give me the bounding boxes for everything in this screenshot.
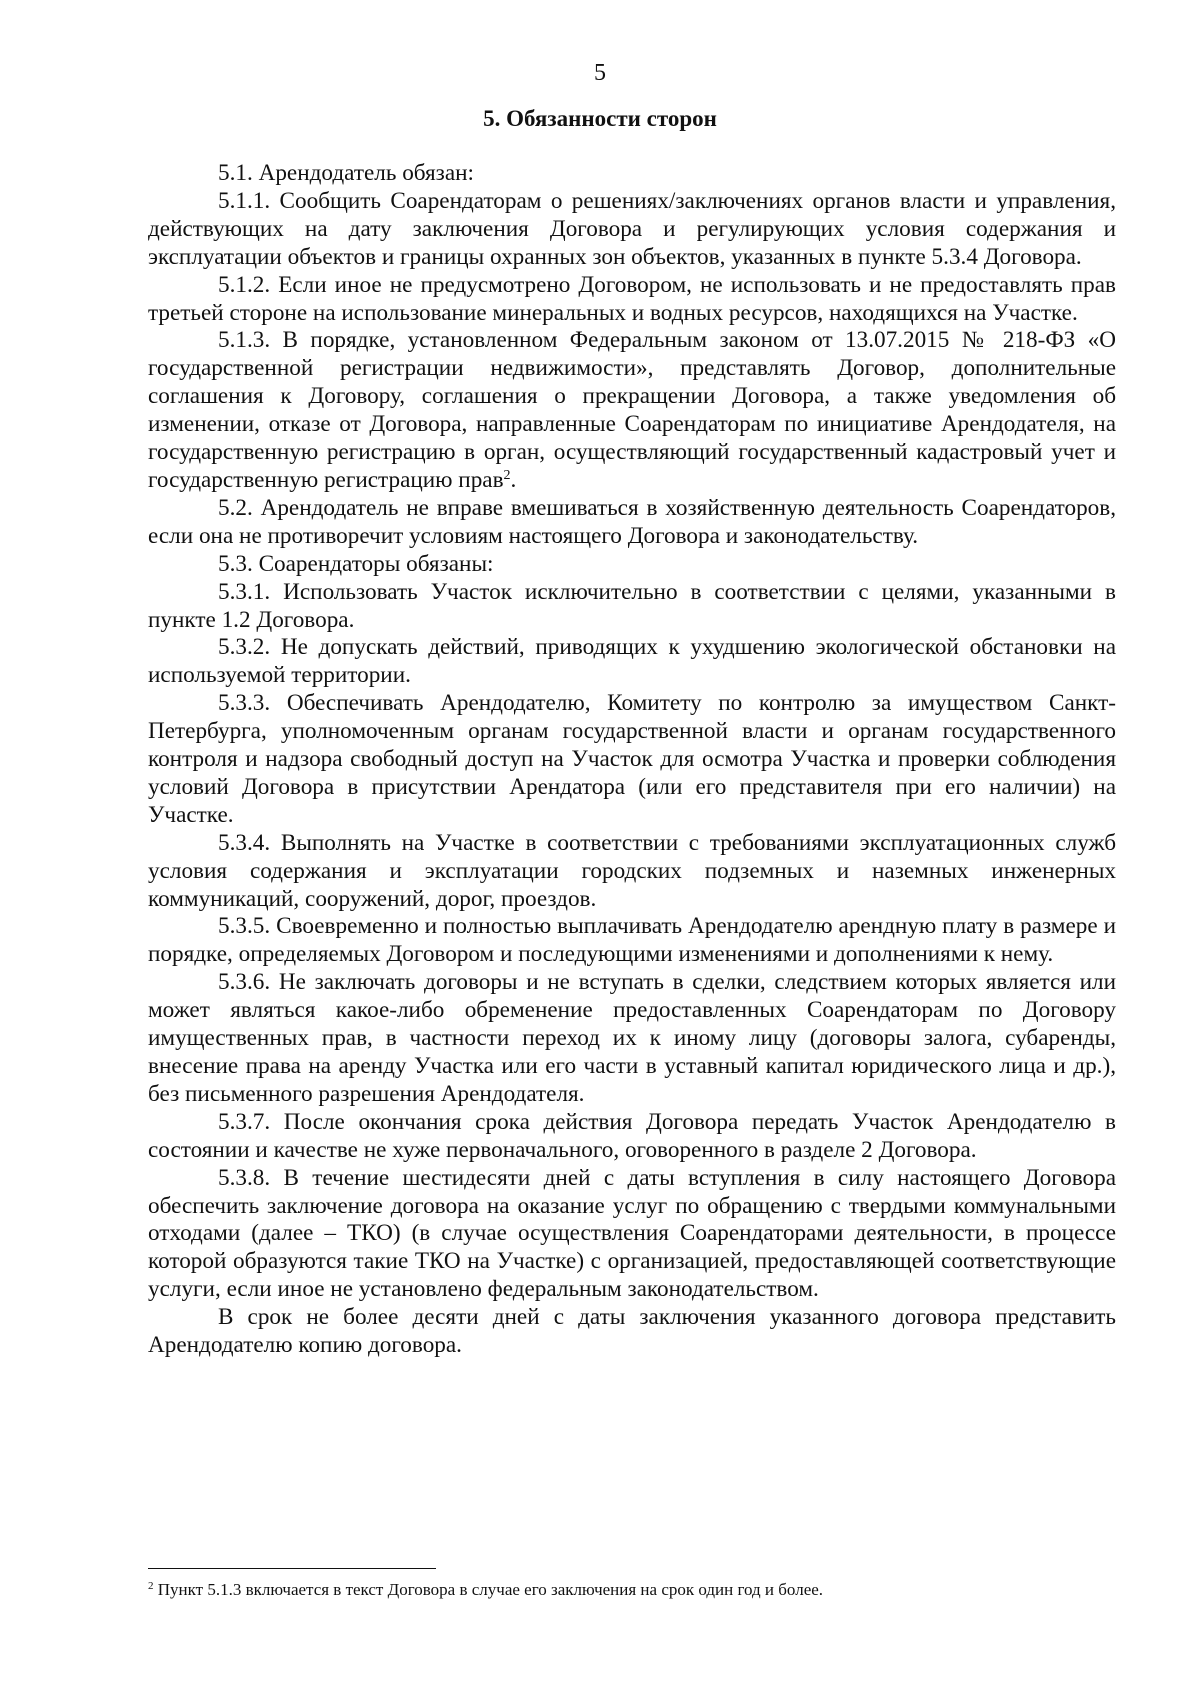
- paragraph-5-3-8: 5.3.8. В течение шестидесяти дней с даты вступления в силу настоящего Договора обеспечить заключение договора на оказание услуг по обращению с твердыми коммунальными отходами (далее – ТКО) (в случае осуществления Соарендаторами деятельности, в процессе которой образуются такие ТКО на Участке) с организацией, предоставляющей соответствующие услуги, если иное не установлено федеральным законодательством.: [148, 1164, 1116, 1303]
- paragraph-5-1-2: 5.1.2. Если иное не предусмотрено Договором, не использовать и не предоставлять прав третьей стороне на использование минеральных и водных ресурсов, находящихся на Участке.: [148, 271, 1116, 326]
- paragraph-5-3-8-continuation: В срок не более десяти дней с даты заключения указанного договора представить Арендодателю копию договора.: [148, 1304, 1116, 1359]
- footnote-text: Пункт 5.1.3 включается в текст Договора в случае его заключения на срок один год и более.: [153, 1580, 824, 1599]
- paragraph-5-3: 5.3. Соарендаторы обязаны:: [218, 550, 494, 577]
- paragraph-5-1-3-end: .: [510, 466, 517, 493]
- paragraph-5-3-6: 5.3.6. Не заключать договоры и не вступать в сделки, следствием которых является или может являться какое-либо обременение предоставленных Соарендаторам по Договору имущественных прав, в частности переход их к иному лицу (договоры залога, субаренды, внесение права на аренду Участка или его части в уставный капитал юридического лица и др.), без письменного разрешения Арендодателя.: [148, 969, 1116, 1107]
- footnote: [148, 1579, 1116, 1601]
- paragraph-5-3-4: 5.3.4. Выполнять на Участке в соответствии с требованиями эксплуатационных служб условия содержания и эксплуатации городских подземных и наземных инженерных коммуникаций, сооружений, дорог, проездов.: [148, 829, 1116, 912]
- paragraph-5-3-5: 5.3.5. Своевременно и полностью выплачивать Арендодателю арендную плату в размере и порядке, определяемых Договором и последующими изменениями и дополнениями к нему.: [148, 913, 1116, 968]
- paragraph-5-1-3: [148, 327, 1116, 494]
- paragraph-5-1-1: 5.1.1. Сообщить Соарендаторам о решениях/заключениях органов власти и управления, действующих на дату заключения Договора и регулирующих условия содержания и эксплуатации объектов и границы охранных зон объектов, указанных в пункте 5.3.4 Договора.: [148, 187, 1116, 270]
- section-body: [148, 160, 1116, 1360]
- paragraph-5-1: 5.1. Арендодатель обязан:: [218, 160, 474, 186]
- paragraph-5-3-3: 5.3.3. Обеспечивать Арендодателю, Комитету по контролю за имуществом Санкт-Петербурга, уполномоченным органам государственной власти и органам государственного контроля и надзора свободный доступ на Участок для осмотра Участка и проверки соблюдения условий Договора в присутствии Арендатора (или его представителя при его наличии) на Участке.: [148, 690, 1116, 828]
- paragraph-5-3-1: 5.3.1. Использовать Участок исключительно в соответствии с целями, указанными в пункте 1.2 Договора.: [148, 578, 1116, 633]
- footnote-reference: 2: [503, 467, 511, 483]
- page-number: 5: [594, 60, 606, 86]
- paragraph-5-3-7: 5.3.7. После окончания срока действия Договора передать Участок Арендодателю в состоянии и качестве не хуже первоначального, оговоренного в разделе 2 Договора.: [148, 1108, 1116, 1163]
- section-heading: 5. Обязанности сторон: [483, 106, 717, 131]
- paragraph-5-3-2: 5.3.2. Не допускать действий, приводящих к ухудшению экологической обстановки на используемой территории.: [148, 634, 1116, 689]
- paragraph-5-2: 5.2. Арендодатель не вправе вмешиваться в хозяйственную деятельность Соарендаторов, если она не противоречит условиям настоящего Договора и законодательству.: [148, 494, 1116, 549]
- footnote-divider: [148, 1568, 436, 1569]
- paragraph-5-1-3-text: 5.1.3. В порядке, установленном Федеральным законом от 13.07.2015 № 218-ФЗ «О государственной регистрации недвижимости», представлять Договор, дополнительные соглашения к Договору, соглашения о прекращении Договора, а также уведомления об изменении, отказе от Договора, направленные Соарендаторам по инициативе Арендодателя, на государственную регистрацию в орган, осуществляющий государственный кадастровый учет и государственную регистрацию прав: [148, 327, 1116, 493]
- footnote-marker: 2: [148, 1580, 154, 1592]
